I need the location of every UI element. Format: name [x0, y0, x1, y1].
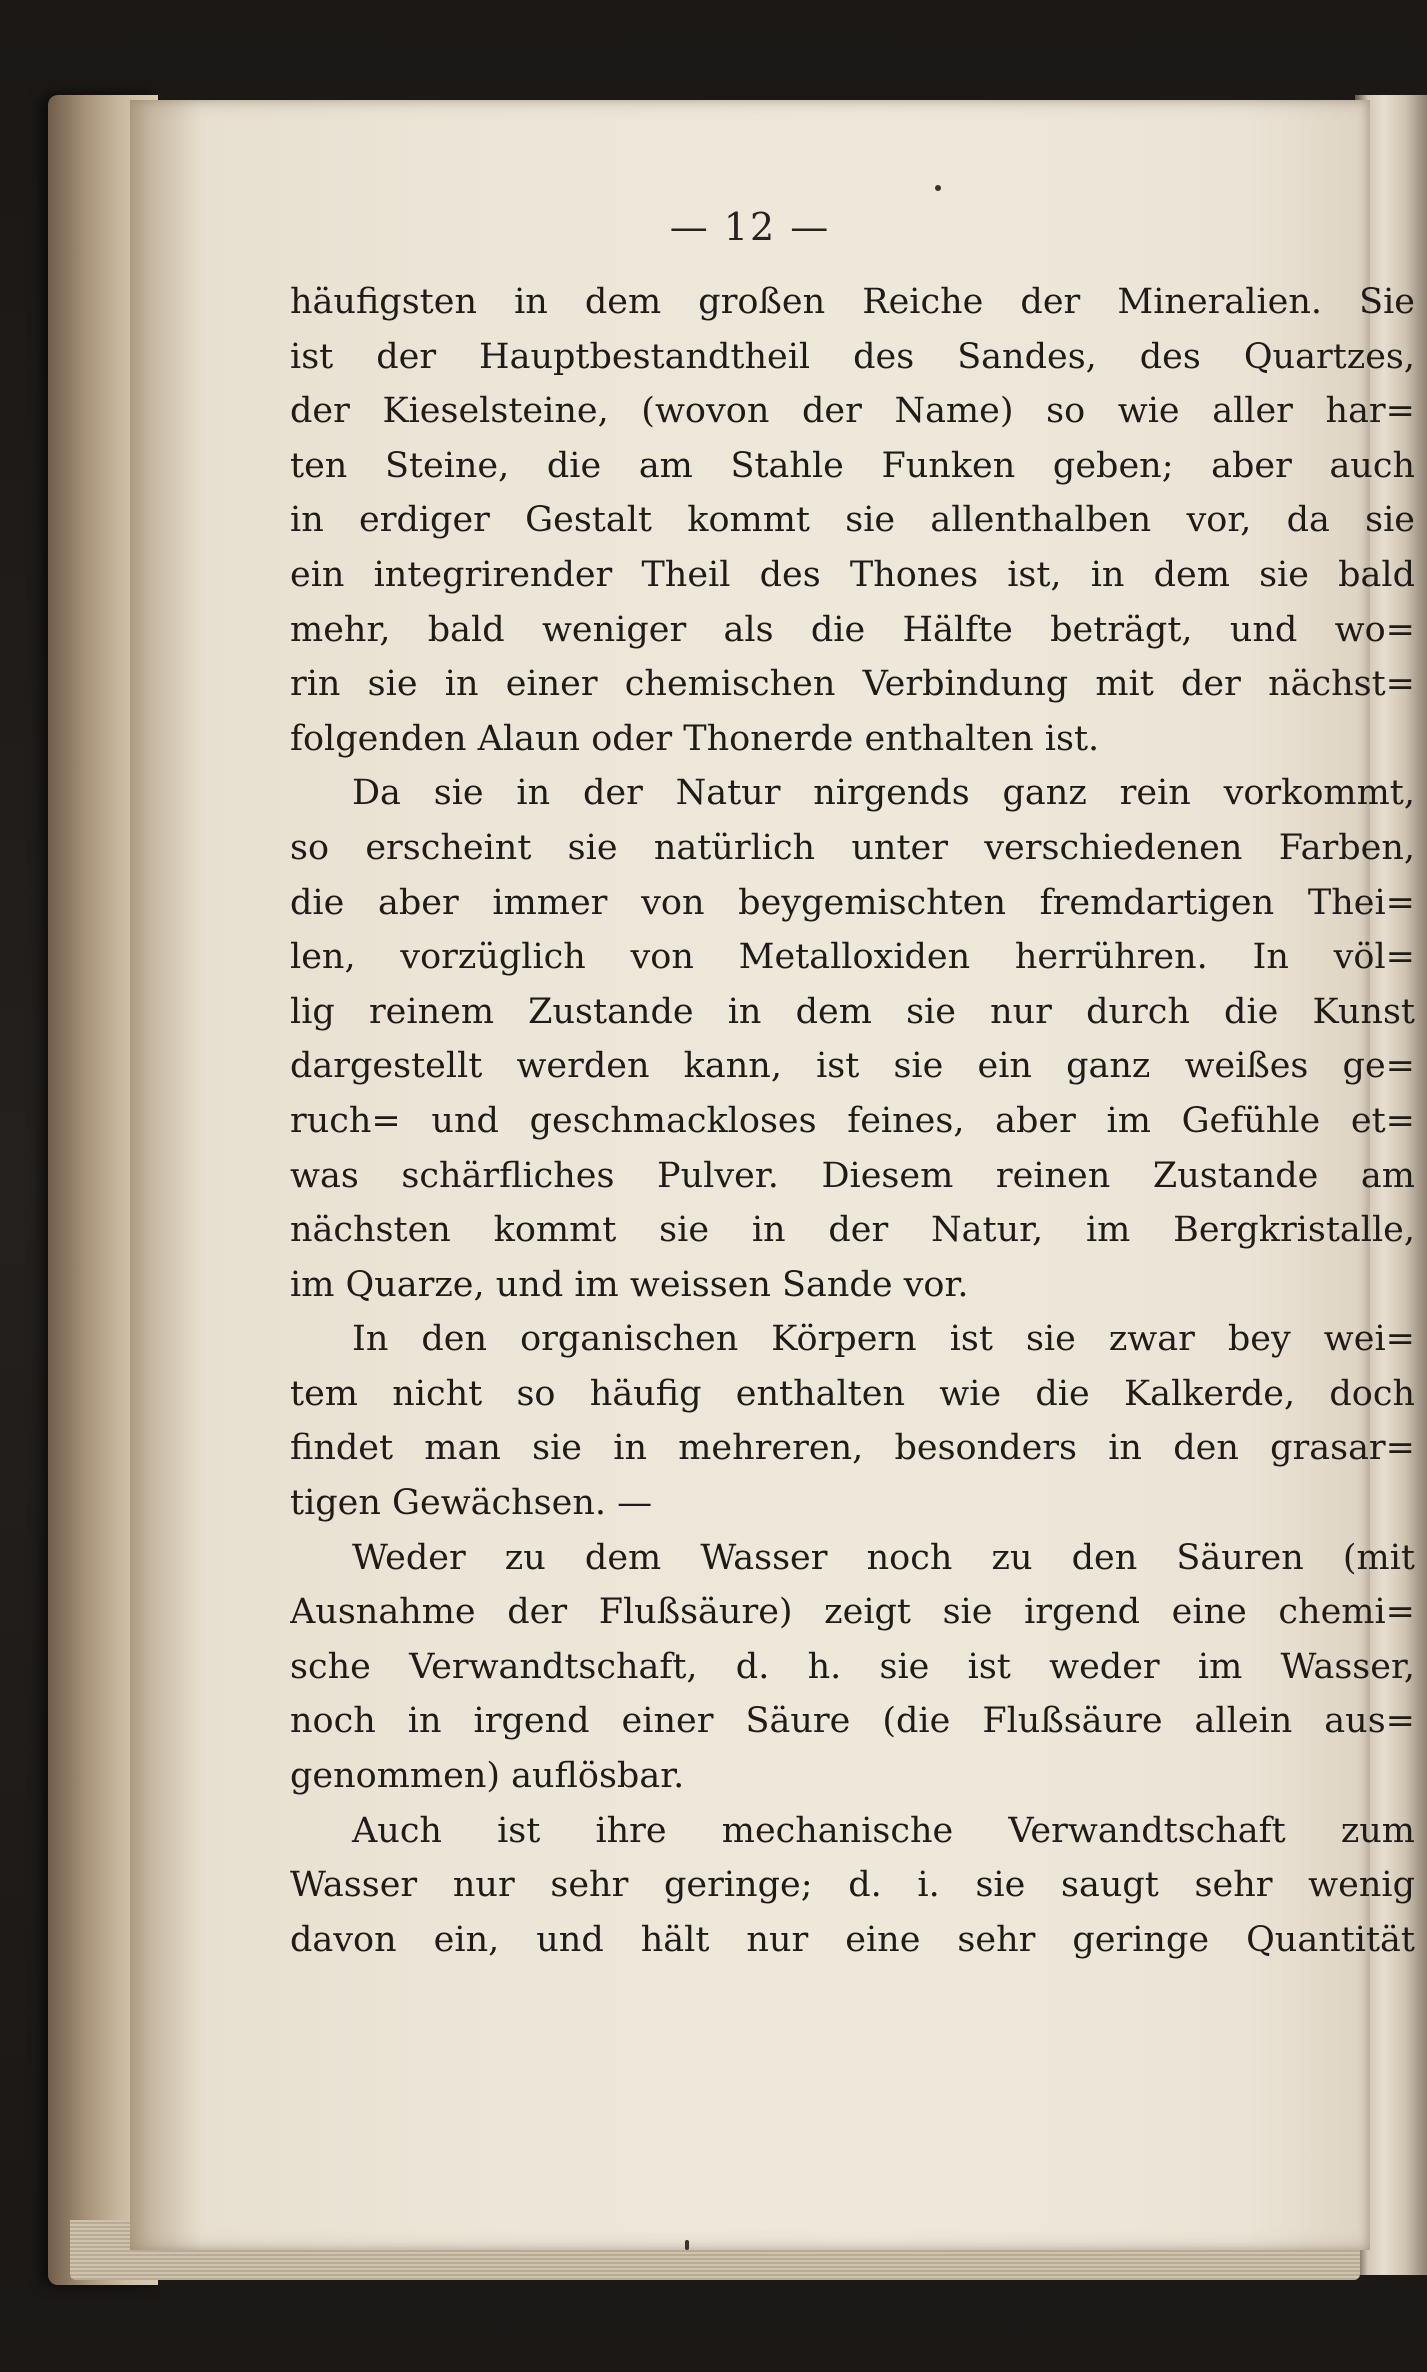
- text-line: der Kieselsteine, (wovon der Name) so wie aller har=: [290, 391, 1415, 432]
- text-line: ein integrirender Theil des Thones ist, in dem sie bald: [290, 554, 1415, 595]
- text-line: Da sie in der Natur nirgends ganz rein vorkommt,: [352, 773, 1415, 814]
- text-line: len, vorzüglich von Metalloxiden herrühren. In völ=: [290, 937, 1415, 978]
- text-line: in erdiger Gestalt kommt sie allenthalben vor, da sie: [290, 500, 1415, 541]
- text-line: ruch= und geschmackloses feines, aber im Gefühle et=: [290, 1100, 1415, 1141]
- page-gutter-shadow: [130, 100, 200, 2250]
- text-line: ist der Hauptbestandtheil des Sandes, des Quartzes,: [290, 336, 1415, 377]
- text-line: findet man sie in mehreren, besonders in den grasar=: [290, 1428, 1415, 1469]
- text-line: mehr, bald weniger als die Hälfte beträgt, und wo=: [290, 609, 1415, 650]
- text-line: genommen) auflösbar.: [290, 1756, 685, 1797]
- text-line: was schärfliches Pulver. Diesem reinen Zustande am: [290, 1155, 1415, 1196]
- ink-speck: [685, 2240, 689, 2250]
- text-line: ten Steine, die am Stahle Funken geben; aber auch: [290, 445, 1415, 486]
- text-line: im Quarze, und im weissen Sande vor.: [290, 1264, 969, 1305]
- text-line: tem nicht so häufig enthalten wie die Kalkerde, doch: [290, 1373, 1415, 1414]
- text-line: nächsten kommt sie in der Natur, im Bergkristalle,: [290, 1210, 1415, 1251]
- text-line: davon ein, und hält nur eine sehr geringe Quantität: [290, 1919, 1415, 1960]
- text-line: die aber immer von beygemischten fremdartigen Thei=: [290, 882, 1415, 923]
- text-line: noch in irgend einer Säure (die Flußsäure allein aus=: [290, 1701, 1415, 1742]
- text-line: lig reinem Zustande in dem sie nur durch die Kunst: [290, 991, 1415, 1032]
- text-line: rin sie in einer chemischen Verbindung mit der nächst=: [290, 664, 1415, 705]
- text-line: Auch ist ihre mechanische Verwandtschaft zum: [352, 1810, 1415, 1851]
- ink-speck: [935, 185, 941, 191]
- text-line: Weder zu dem Wasser noch zu den Säuren (mit: [352, 1537, 1415, 1578]
- text-line: Ausnahme der Flußsäure) zeigt sie irgend eine chemi=: [290, 1592, 1415, 1633]
- text-line: sche Verwandtschaft, d. h. sie ist weder im Wasser,: [290, 1646, 1415, 1687]
- text-line: In den organischen Körpern ist sie zwar bey wei=: [352, 1319, 1415, 1360]
- book-page: [130, 100, 1415, 2250]
- text-line: tigen Gewächsen. —: [290, 1483, 653, 1524]
- text-line: folgenden Alaun oder Thonerde enthalten ist.: [290, 718, 1100, 759]
- text-line: dargestellt werden kann, ist sie ein ganz weißes ge=: [290, 1046, 1415, 1087]
- page-number: — 12 —: [669, 205, 831, 249]
- body-text: [290, 275, 1415, 1967]
- text-line: Wasser nur sehr geringe; d. i. sie saugt sehr wenig: [290, 1865, 1415, 1906]
- text-line: häufigsten in dem großen Reiche der Mineralien. Sie: [290, 282, 1415, 322]
- text-line: so erscheint sie natürlich unter verschiedenen Farben,: [290, 827, 1415, 868]
